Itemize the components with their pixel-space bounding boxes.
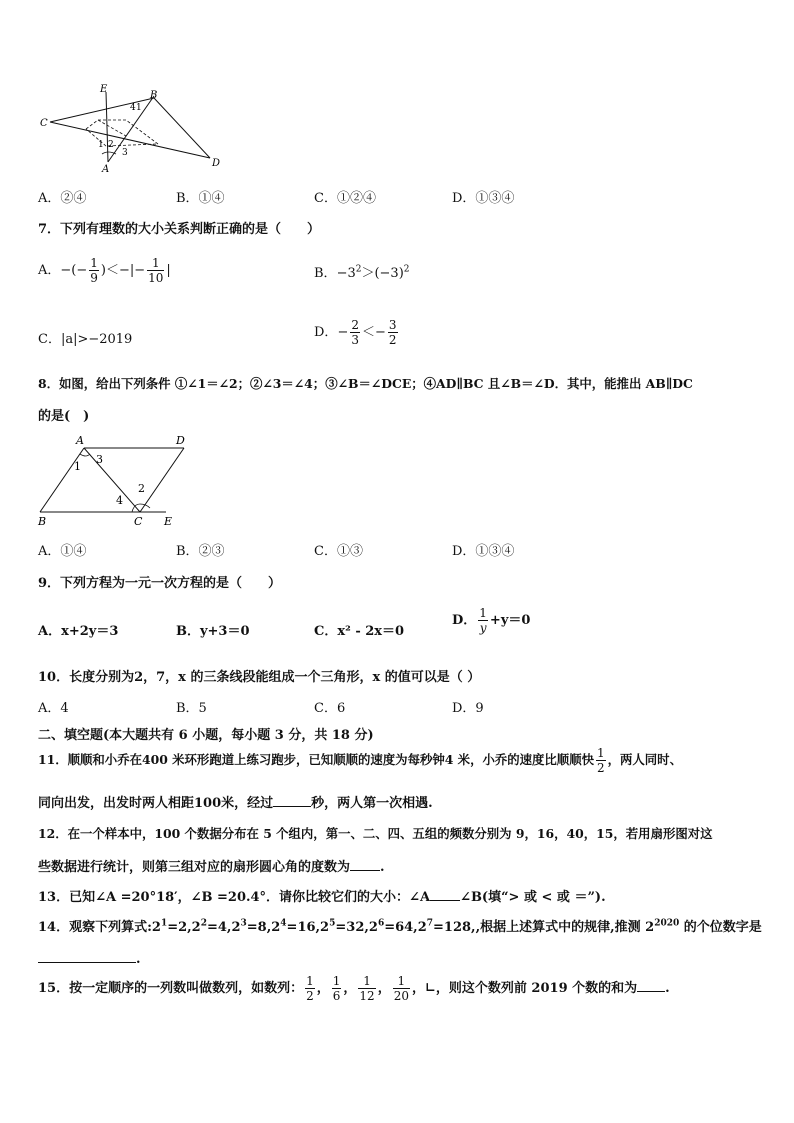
q12-line2 bbox=[38, 856, 385, 875]
q7-d-f2-den: 2 bbox=[388, 333, 397, 347]
label-angle1: 1 bbox=[74, 460, 81, 473]
q14-t6: =64,2 bbox=[384, 920, 427, 935]
label-angle3: 3 bbox=[96, 453, 103, 466]
q8-option-b[interactable]: B．②③ bbox=[176, 544, 225, 559]
q14-s8: 2020 bbox=[654, 918, 680, 929]
q10-option-b[interactable]: B．5 bbox=[176, 701, 207, 716]
q11-line2b: 秒，两人第一次相遇. bbox=[311, 796, 433, 811]
q14-s3: 3 bbox=[240, 918, 247, 929]
q9-stem: 9．下列方程为一元一次方程的是（ ） bbox=[38, 576, 282, 591]
label-angle4: 4 bbox=[130, 103, 136, 113]
q6-option-a[interactable]: A．②④ bbox=[38, 191, 87, 206]
q7-d-frac1 bbox=[350, 318, 360, 347]
q7-d-t2: ＜− bbox=[361, 325, 386, 340]
q10-stem: 10．长度分别为2，7，x 的三条线段能组成一个三角形，x 的值可以是（ ） bbox=[38, 670, 481, 685]
q15-f4-den: 20 bbox=[393, 989, 409, 1003]
q14-line1 bbox=[38, 916, 762, 935]
line-cd bbox=[50, 122, 210, 158]
q6-figure bbox=[36, 84, 226, 174]
q9-option-a[interactable]: A．x+2y＝3 bbox=[38, 624, 119, 639]
q14-s4: 4 bbox=[280, 918, 287, 929]
q12-line1: 12．在一个样本中，100 个数据分布在 5 个组内，第一、二、四、五组的频数分别为 9，16，40，15，若用扇形图对这 bbox=[38, 826, 713, 841]
q11-line1 bbox=[38, 746, 682, 775]
line-ea bbox=[106, 92, 108, 162]
q10-option-c[interactable]: C．6 bbox=[314, 701, 346, 716]
label-a: A bbox=[102, 164, 110, 174]
q8-option-c[interactable]: C．①③ bbox=[314, 544, 363, 559]
q11-p1: 11．顺顺和小乔在400 米环形跑道上练习跑步，已知顺顺的速度为每秒钟4 米，小乔的速度比顺顺快 bbox=[38, 752, 594, 767]
q7-option-b[interactable] bbox=[314, 262, 410, 281]
q15-f3-den: 12 bbox=[359, 989, 375, 1003]
q15-pre: 15．按一定顺序的一列数叫做数列，如数列： bbox=[38, 981, 304, 996]
line-ab bbox=[40, 448, 84, 512]
q9-d-letter: D． bbox=[452, 613, 477, 628]
q14-t4: =16,2 bbox=[286, 920, 330, 935]
q15-sep-1: ， bbox=[316, 981, 330, 996]
q11-den: 2 bbox=[596, 761, 605, 775]
q15-sep-2: ， bbox=[343, 981, 357, 996]
q7-d-f1-den: 3 bbox=[351, 333, 359, 347]
q10-option-d[interactable]: D．9 bbox=[452, 701, 484, 716]
q7-option-a[interactable] bbox=[38, 256, 171, 285]
q7-a-frac2 bbox=[147, 256, 164, 285]
section-heading: 二、填空题(本大题共有 6 小题，每小题 3 分，共 18 分) bbox=[38, 728, 374, 743]
label-d: D bbox=[176, 434, 185, 447]
q7-a-f1-den: 9 bbox=[90, 271, 98, 285]
q15-f1-num: 1 bbox=[306, 974, 314, 988]
q6-option-c[interactable]: C．①②④ bbox=[314, 191, 376, 206]
label-b: B bbox=[150, 90, 158, 101]
q14-t5: =32,2 bbox=[335, 920, 378, 935]
q7-c-letter: C． bbox=[38, 332, 61, 347]
q13-b: ∠B(填“> 或 < 或 ＝”). bbox=[460, 890, 606, 905]
q7-d-letter: D． bbox=[314, 325, 338, 340]
q15-frac-1 bbox=[305, 974, 315, 1003]
line-dc bbox=[140, 448, 184, 512]
q7-b-letter: B． bbox=[314, 266, 337, 281]
label-angle3: 3 bbox=[122, 148, 128, 158]
q11-num: 1 bbox=[596, 746, 605, 760]
q7-c-text: |a|>−2019 bbox=[60, 332, 133, 347]
q7-d-f2-num: 3 bbox=[388, 318, 397, 332]
q15-f2-den: 6 bbox=[332, 989, 341, 1003]
q15 bbox=[38, 974, 670, 1003]
label-a: A bbox=[76, 434, 84, 447]
q14-s6: 6 bbox=[377, 918, 385, 929]
q15-f1-den: 2 bbox=[306, 989, 314, 1003]
q9-d-frac bbox=[478, 606, 488, 635]
q7-a-f2-den: 10 bbox=[148, 271, 164, 285]
q7-a-frac1 bbox=[89, 256, 99, 285]
q12-line2b: . bbox=[380, 860, 385, 875]
q7-b-e2: 2 bbox=[403, 264, 410, 275]
q15-end: . bbox=[665, 981, 670, 996]
label-e: E bbox=[164, 515, 173, 528]
q11-p2: ，两人同时、 bbox=[607, 752, 682, 767]
label-b: B bbox=[38, 515, 47, 528]
q15-frac-2 bbox=[332, 974, 342, 1003]
q8-option-d[interactable]: D．①③④ bbox=[452, 544, 515, 559]
q12-answer-blank[interactable] bbox=[350, 858, 380, 871]
q14-answer-blank[interactable] bbox=[38, 950, 136, 963]
q14-s1: 1 bbox=[160, 918, 168, 929]
q9-d-den: y bbox=[479, 621, 487, 635]
q14-s2: 2 bbox=[200, 918, 207, 929]
q8-stem-line2: 的是( ) bbox=[38, 409, 90, 424]
label-angle1b: 1 bbox=[136, 103, 142, 113]
q14-t2: =4,2 bbox=[206, 920, 241, 935]
q11-frac bbox=[596, 746, 606, 775]
q15-sep-3: ， bbox=[377, 981, 391, 996]
q9-d-rest: +y＝0 bbox=[489, 613, 531, 628]
q9-option-c[interactable]: C．x² - 2x＝0 bbox=[314, 624, 405, 639]
q14-line2 bbox=[38, 950, 141, 967]
q7-stem: 7．下列有理数的大小关系判断正确的是（ ） bbox=[38, 222, 321, 237]
q15-f4-num: 1 bbox=[393, 974, 410, 989]
q7-a-t2: )＜−|− bbox=[100, 263, 146, 278]
label-angle2: 2 bbox=[138, 482, 145, 495]
q13-a: 13．已知∠A =20°18′，∠B =20.4°．请你比较它们的大小：∠A bbox=[38, 890, 431, 905]
q14-s5: 5 bbox=[329, 918, 336, 929]
q9-d-num: 1 bbox=[479, 606, 487, 620]
q11-line2a: 同向出发，出发时两人相距100米，经过 bbox=[38, 796, 274, 811]
q10-option-a[interactable]: A．4 bbox=[38, 701, 69, 716]
q15-f2-num: 1 bbox=[332, 974, 341, 988]
q6-option-b[interactable]: B．①④ bbox=[176, 191, 225, 206]
q15-frac-3 bbox=[358, 974, 375, 1003]
q15-f3-num: 1 bbox=[358, 974, 375, 989]
q7-a-t3: | bbox=[166, 263, 171, 278]
q14-t1: =2,2 bbox=[167, 920, 201, 935]
q7-b-t2: ＞(−3) bbox=[361, 266, 404, 281]
q11-answer-blank[interactable] bbox=[273, 794, 311, 807]
q9-option-b[interactable]: B．y+3＝0 bbox=[176, 624, 250, 639]
label-angle4: 4 bbox=[116, 494, 123, 507]
q7-b-e1: 2 bbox=[355, 264, 362, 275]
label-d: D bbox=[212, 158, 221, 169]
q13-answer-blank[interactable] bbox=[430, 888, 460, 901]
q8-stem-line1: 8．如图，给出下列条件 ①∠1＝∠2；②∠3＝∠4；③∠B＝∠DCE；④AD∥BC 且∠B＝∠D．其中，能推出 AB∥DC bbox=[38, 376, 693, 391]
q6-option-d[interactable]: D．①③④ bbox=[452, 191, 515, 206]
label-angle1: 1 bbox=[98, 140, 104, 150]
label-e: E bbox=[100, 84, 108, 95]
line-bd bbox=[154, 98, 210, 158]
q15-sep-4: ， bbox=[411, 981, 425, 996]
q14-end: . bbox=[136, 952, 141, 967]
q15-dots: ∟ bbox=[425, 981, 436, 996]
q14-s7: 7 bbox=[426, 918, 434, 929]
q7-b-t1: −3 bbox=[336, 266, 356, 281]
q14-t7: =128,,根据上述算式中的规律,推测 2 bbox=[433, 920, 655, 935]
q7-a-t1: −(− bbox=[60, 263, 88, 278]
q14-t3: =8,2 bbox=[246, 920, 281, 935]
q13 bbox=[38, 886, 606, 905]
label-angle2: 2 bbox=[108, 140, 114, 150]
q7-a-f2-num: 1 bbox=[147, 256, 164, 271]
q9-option-d[interactable] bbox=[452, 606, 530, 635]
q15-post: ，则这个数列前 2019 个数的和为 bbox=[435, 981, 638, 996]
q11-line2 bbox=[38, 792, 433, 811]
line-ac bbox=[84, 448, 140, 512]
q7-option-d[interactable] bbox=[314, 318, 400, 347]
q15-answer-blank[interactable] bbox=[637, 979, 665, 992]
q8-option-a[interactable]: A．①④ bbox=[38, 544, 87, 559]
q14-pre: 14．观察下列算式:2 bbox=[38, 920, 161, 935]
arc-a bbox=[80, 454, 90, 456]
label-c: C bbox=[40, 118, 48, 129]
q14-t8: 的个位数字是 bbox=[679, 920, 762, 935]
q15-frac-4 bbox=[393, 974, 410, 1003]
q7-d-frac2 bbox=[388, 318, 398, 347]
q7-d-t1: − bbox=[337, 325, 349, 340]
q7-d-f1-num: 2 bbox=[351, 318, 359, 332]
q7-option-c[interactable] bbox=[38, 328, 132, 347]
q7-a-letter: A． bbox=[38, 263, 61, 278]
label-c: C bbox=[134, 515, 143, 528]
q8-figure bbox=[36, 432, 196, 532]
q7-a-f1-num: 1 bbox=[90, 256, 98, 270]
q12-line2a: 些数据进行统计，则第三组对应的扇形圆心角的度数为 bbox=[38, 860, 351, 875]
